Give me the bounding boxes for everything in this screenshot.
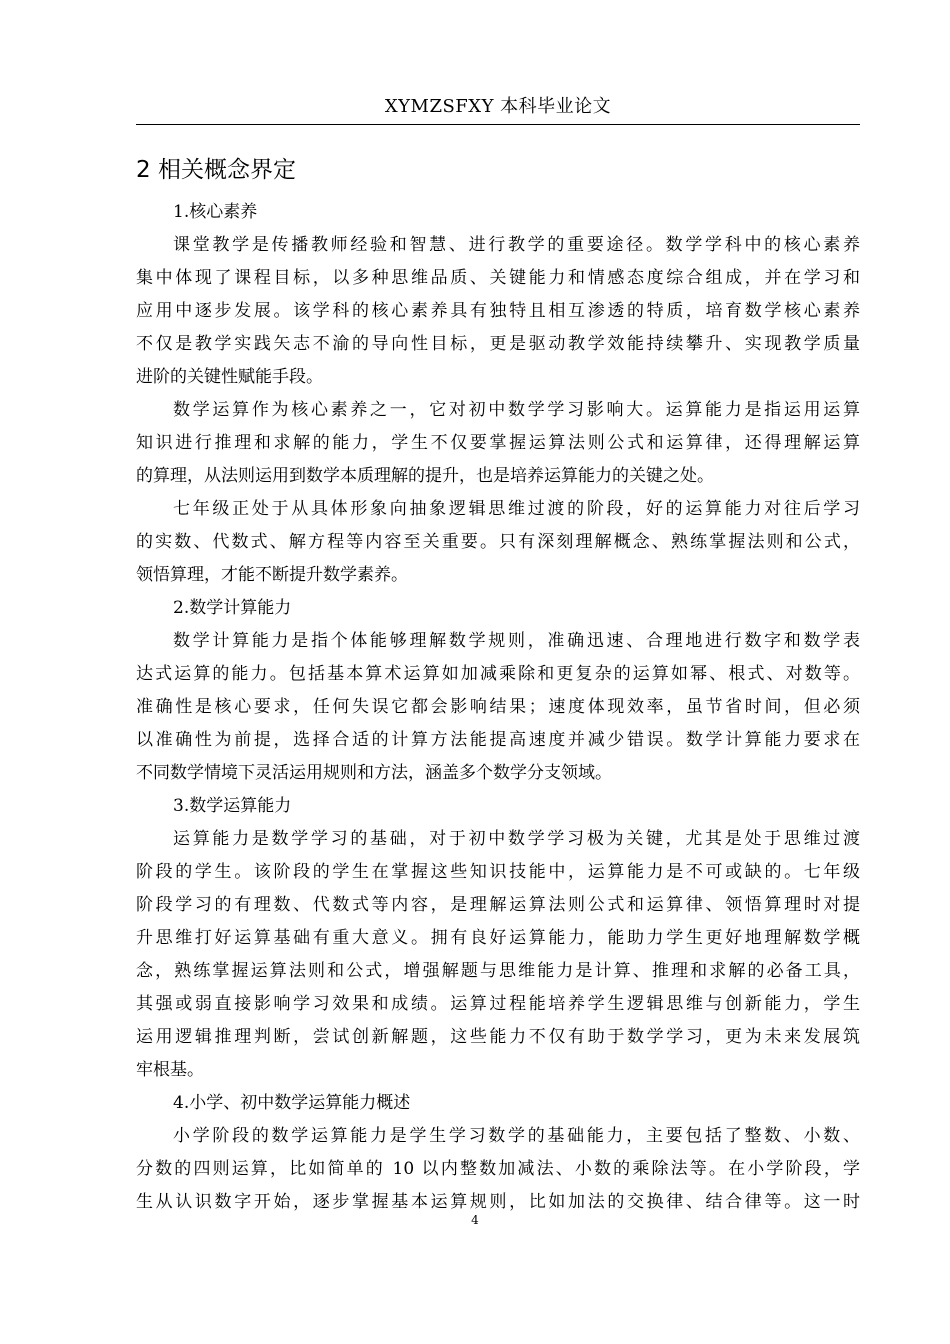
text-line: 运用逻辑推理判断，尝试创新解题，这些能力不仅有助于数学学习，更为未来发展筑 [136, 1027, 860, 1047]
text-line: 集中体现了课程目标，以多种思维品质、关键能力和情感态度综合组成，并在学习和 [136, 268, 860, 288]
page-number: 4 [471, 1213, 479, 1227]
text-line: 七年级正处于从具体形象向抽象逻辑思维过渡的阶段，好的运算能力对往后学习 [173, 499, 860, 519]
text-line: 2.数学计算能力 [173, 598, 292, 618]
body-text [136, 196, 860, 1219]
text-line: 分数的四则运算，比如简单的 10 以内整数加减法、小数的乘除法等。在小学阶段，学 [136, 1159, 860, 1179]
text-line: 领悟算理，才能不断提升数学素养。 [136, 565, 408, 585]
text-line: 应用中逐步发展。该学科的核心素养具有独特且相互渗透的特质，培育数学核心素养 [136, 301, 860, 321]
text-line: 不仅是教学实践矢志不渝的导向性目标，更是驱动教学效能持续攀升、实现教学质量 [136, 334, 860, 354]
text-line: 升思维打好运算基础有重大意义。拥有良好运算能力，能助力学生更好地理解数学概 [136, 928, 860, 948]
text-line: 的算理，从法则运用到数学本质理解的提升，也是培养运算能力的关键之处。 [136, 466, 714, 486]
text-line: 阶段的学生。该阶段的学生在掌握这些知识技能中，运算能力是不可或缺的。七年级 [136, 862, 860, 882]
text-line: 知识进行推理和求解的能力，学生不仅要掌握运算法则公式和运算律，还得理解运算 [136, 433, 860, 453]
running-header: XYMZSFXY 本科毕业论文 [384, 96, 612, 117]
text-line: 牢根基。 [136, 1060, 204, 1080]
text-line: 运算能力是数学学习的基础，对于初中数学学习极为关键，尤其是处于思维过渡 [173, 829, 860, 849]
text-line: 1.核心素养 [173, 202, 258, 222]
text-line: 4.小学、初中数学运算能力概述 [173, 1093, 411, 1113]
text-line: 达式运算的能力。包括基本算术运算如加减乘除和更复杂的运算如幂、根式、对数等。 [136, 664, 860, 684]
text-line: 其强或弱直接影响学习效果和成绩。运算过程能培养学生逻辑思维与创新能力，学生 [136, 994, 860, 1014]
text-line: 生从认识数字开始，逐步掌握基本运算规则，比如加法的交换律、结合律等。这一时 [136, 1192, 860, 1212]
text-line: 准确性是核心要求，任何失误它都会影响结果；速度体现效率，虽节省时间，但必须 [136, 697, 860, 717]
text-line: 以准确性为前提，选择合适的计算方法能提高速度并减少错误。数学计算能力要求在 [136, 730, 860, 750]
header-divider [136, 124, 860, 125]
text-line: 课堂教学是传播教师经验和智慧、进行教学的重要途径。数学学科中的核心素养 [173, 235, 860, 255]
text-line: 阶段学习的有理数、代数式等内容，是理解运算法则公式和运算律、领悟算理时对提 [136, 895, 860, 915]
text-line: 数学运算作为核心素养之一，它对初中数学学习影响大。运算能力是指运用运算 [173, 400, 860, 420]
text-line: 小学阶段的数学运算能力是学生学习数学的基础能力，主要包括了整数、小数、 [173, 1126, 860, 1146]
text-line: 不同数学情境下灵活运用规则和方法，涵盖多个数学分支领域。 [136, 763, 612, 783]
text-line: 数学计算能力是指个体能够理解数学规则，准确迅速、合理地进行数字和数学表 [173, 631, 860, 651]
text-line: 念，熟练掌握运算法则和公式，增强解题与思维能力是计算、推理和求解的必备工具， [136, 961, 860, 981]
text-line: 进阶的关键性赋能手段。 [136, 367, 323, 387]
chapter-title: 2 相关概念界定 [136, 157, 296, 183]
text-line: 3.数学运算能力 [173, 796, 292, 816]
text-line: 的实数、代数式、解方程等内容至关重要。只有深刻理解概念、熟练掌握法则和公式， [136, 532, 860, 552]
